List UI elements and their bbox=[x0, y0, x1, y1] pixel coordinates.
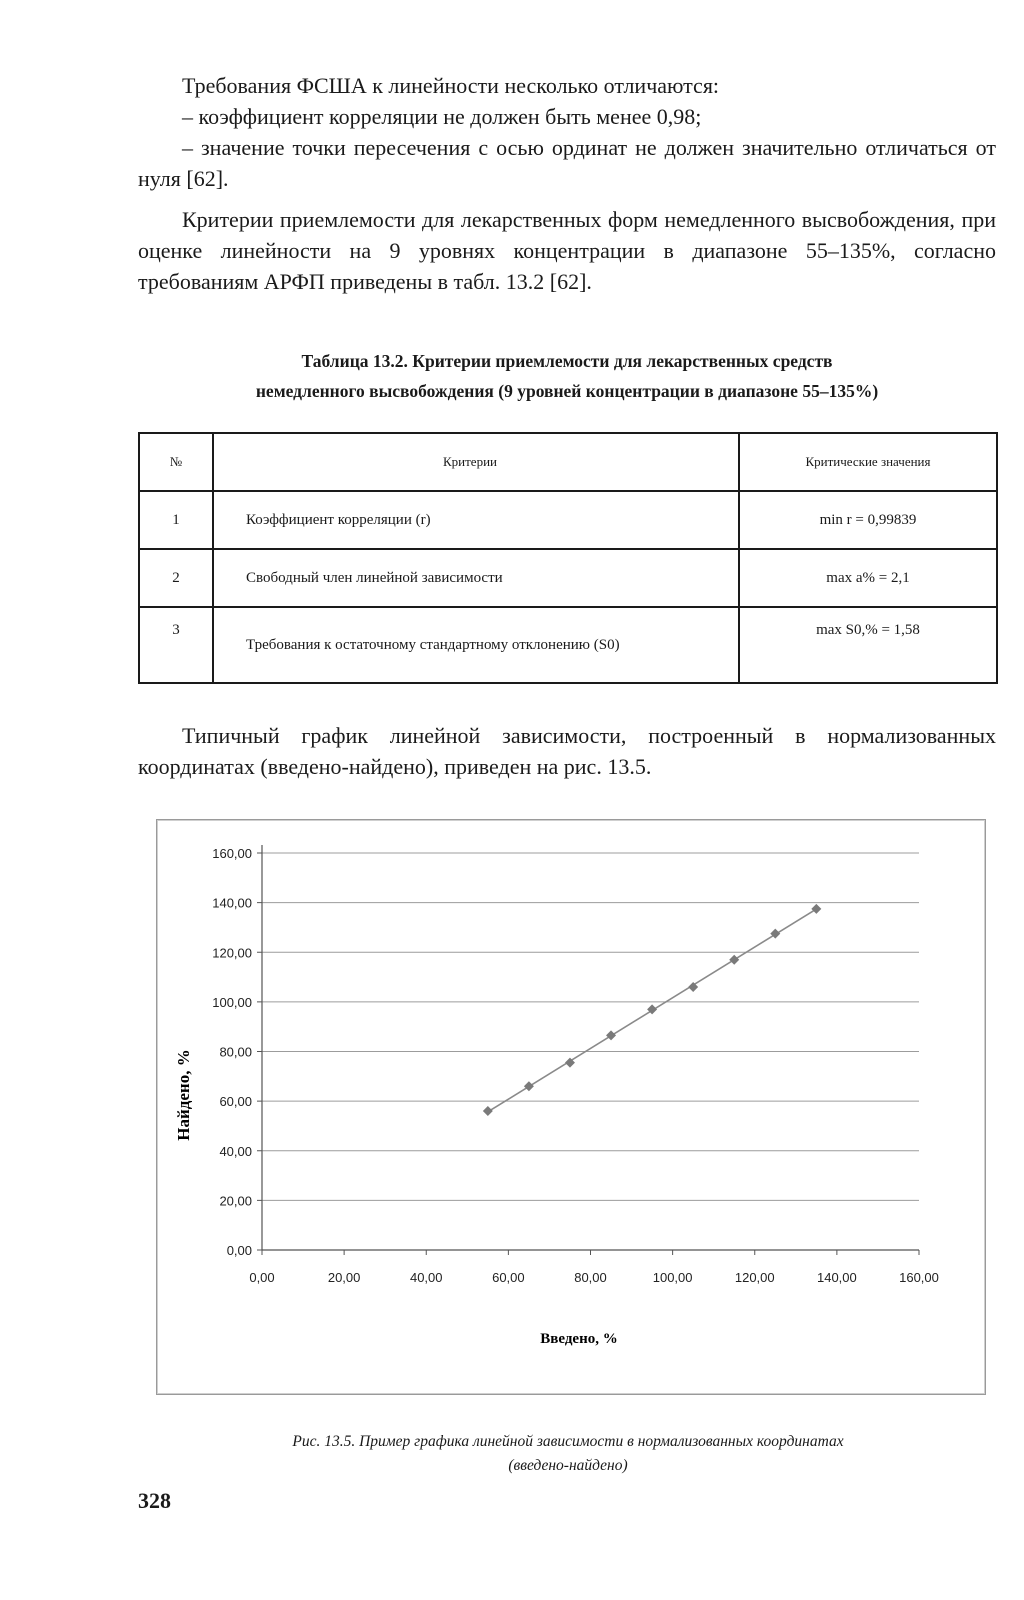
x-tick-label: 160,00 bbox=[899, 1270, 939, 1285]
x-tick-label: 120,00 bbox=[734, 1270, 775, 1285]
row-criterion: Свободный член линейной зависимости bbox=[213, 549, 739, 607]
y-tick-label: 0,00 bbox=[226, 1243, 252, 1258]
row-number: 3 bbox=[139, 607, 213, 683]
caption-line-1: Рис. 13.5. Пример графика линейной зависимости в нормализованных координатах bbox=[292, 1433, 844, 1450]
x-tick-label: 0,00 bbox=[249, 1270, 275, 1285]
x-tick-label: 40,00 bbox=[409, 1270, 443, 1285]
paragraph-typical-graph: Типичный график линейной зависимости, построенный в нормализованных координатах (введено-найдено), приведен на рис. 13.5. bbox=[138, 723, 996, 779]
data-point bbox=[729, 955, 739, 965]
row-criterion: Требования к остаточному стандартному отклонению (S0) bbox=[213, 607, 739, 683]
caption-line-2: (введено-найдено) bbox=[508, 1457, 628, 1474]
data-point bbox=[811, 904, 821, 914]
row-number: 1 bbox=[139, 491, 213, 549]
chart-tick-labels bbox=[212, 846, 939, 1285]
row-criterion: Коэффициент корреляции (r) bbox=[213, 491, 739, 549]
x-tick-label: 20,00 bbox=[327, 1270, 361, 1285]
x-tick-label: 100,00 bbox=[652, 1270, 693, 1285]
table-title-line-2: немедленного высвобождения (9 уровней концентрации в диапазоне 55–135%) bbox=[255, 381, 879, 401]
header-critical-values: Критические значения bbox=[739, 433, 997, 491]
table-title-line-1: Таблица 13.2. Критерии приемлемости для лекарственных средств bbox=[301, 351, 833, 371]
y-tick-label: 160,00 bbox=[212, 846, 252, 861]
chart-gridlines bbox=[262, 853, 919, 1200]
y-tick-label: 100,00 bbox=[212, 994, 252, 1010]
table-row bbox=[139, 491, 997, 549]
table-row bbox=[139, 607, 997, 683]
linearity-chart bbox=[156, 819, 986, 1395]
table-title bbox=[138, 346, 996, 406]
header-number: № bbox=[139, 433, 213, 491]
y-tick-label: 40,00 bbox=[219, 1143, 252, 1159]
y-tick-label: 60,00 bbox=[219, 1094, 252, 1110]
header-criteria: Критерии bbox=[213, 433, 739, 491]
y-tick-label: 120,00 bbox=[212, 945, 252, 961]
y-tick-label: 20,00 bbox=[219, 1193, 252, 1209]
table-row bbox=[139, 549, 997, 607]
row-value: min r = 0,99839 bbox=[739, 491, 997, 549]
criteria-table bbox=[138, 432, 998, 684]
row-value: max S0,% = 1,58 bbox=[739, 607, 997, 683]
row-number: 2 bbox=[139, 549, 213, 607]
row-value: max a% = 2,1 bbox=[739, 549, 997, 607]
y-axis-label: Найдено, % bbox=[174, 1049, 193, 1141]
paragraph-acceptance-criteria: Критерии приемлемости для лекарственных форм немедленного высвобождения, при оценке линейности на 9 уровнях концентрации в диапазоне 55–135%, согласно требованиям АРФП приведены в табл. 13.2 [62]. bbox=[138, 207, 996, 294]
data-point bbox=[524, 1081, 534, 1091]
data-point bbox=[483, 1106, 493, 1116]
x-tick-label: 140,00 bbox=[816, 1270, 857, 1285]
figure-caption bbox=[138, 1430, 998, 1478]
x-axis-label: Введено, % bbox=[540, 1331, 618, 1347]
x-tick-label: 80,00 bbox=[574, 1270, 607, 1285]
table-header-row bbox=[139, 433, 997, 491]
paragraph-correlation-requirement: – коэффициент корреляции не должен быть менее 0,98; bbox=[182, 104, 702, 129]
paragraph-fda-requirements: Требования ФСША к линейности несколько отличаются: bbox=[182, 73, 720, 98]
paragraph-intercept-requirement: – значение точки пересечения с осью ординат не должен значительно отличаться от нуля [62]. bbox=[138, 135, 996, 191]
chart-svg bbox=[157, 820, 985, 1394]
y-tick-label: 140,00 bbox=[212, 895, 252, 911]
x-tick-label: 60,00 bbox=[492, 1270, 525, 1285]
page-number: 328 bbox=[138, 1488, 171, 1513]
y-tick-label: 80,00 bbox=[219, 1044, 252, 1060]
